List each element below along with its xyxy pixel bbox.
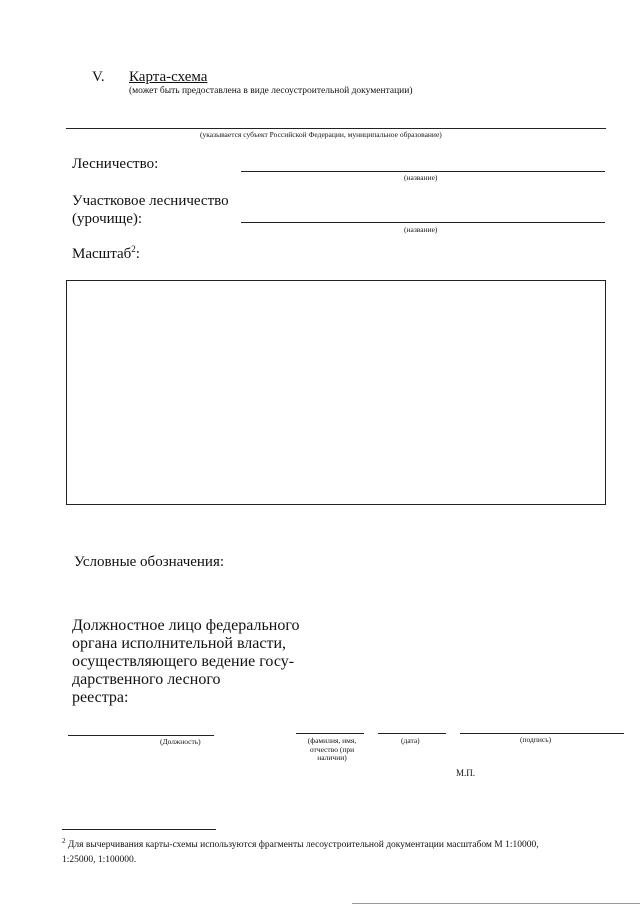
forestry-line bbox=[241, 171, 605, 172]
forestry-label: Лесничество: bbox=[72, 156, 159, 172]
map-box bbox=[66, 280, 606, 505]
scan-edge bbox=[352, 903, 640, 904]
official-line-5: реестра: bbox=[72, 689, 129, 706]
footnote bbox=[62, 834, 614, 868]
district-forestry-label: Участковое лесничество bbox=[72, 193, 229, 209]
legend-label: Условные обозначения: bbox=[74, 554, 225, 570]
district-forestry-label-2: (урочище): bbox=[72, 211, 143, 227]
date-line bbox=[378, 733, 446, 734]
footnote-separator bbox=[62, 829, 216, 830]
section-title: Карта-схема bbox=[129, 69, 208, 85]
section-subtitle: (может быть предоставлена в виде лесоустроительной документации) bbox=[129, 86, 413, 96]
district-forestry-caption: (название) bbox=[404, 225, 438, 234]
name-caption-3: наличии) bbox=[317, 753, 347, 763]
official-line-1: Должностное лицо федерального bbox=[72, 617, 300, 634]
date-caption: (дата) bbox=[401, 736, 420, 745]
signature-line bbox=[460, 733, 624, 734]
scale-label bbox=[72, 244, 140, 263]
section-number: V. bbox=[92, 69, 105, 85]
district-forestry-line bbox=[241, 222, 605, 223]
subject-caption: (указывается субъект Российской Федерации, муниципальное образование) bbox=[200, 130, 442, 139]
footnote-mark: 2 bbox=[62, 837, 66, 845]
scale-footnote-mark: 2 bbox=[131, 244, 136, 254]
official-line-4: дарственного лесного bbox=[72, 671, 221, 688]
position-caption: (Должность) bbox=[160, 737, 201, 746]
stamp-label: М.П. bbox=[456, 768, 476, 778]
name-caption-2: отчество (при bbox=[309, 744, 355, 754]
name-caption-1: (фамилия, имя, bbox=[307, 736, 357, 745]
subject-line bbox=[66, 128, 606, 129]
footnote-line-2: 1:25000, 1:100000. bbox=[62, 855, 137, 866]
official-block bbox=[72, 617, 300, 707]
official-line-2: органа исполнительной власти, bbox=[72, 635, 287, 652]
position-line bbox=[68, 735, 214, 736]
scale-label-text: Масштаб bbox=[72, 246, 132, 262]
scale-colon: : bbox=[135, 246, 140, 262]
official-line-3: осуществляющего ведение госу- bbox=[72, 653, 295, 670]
name-line bbox=[296, 733, 364, 734]
forestry-caption: (название) bbox=[404, 173, 438, 182]
footnote-text-1: Для вычерчивания карты-схемы используются фрагменты лесоустроительной документации масштабом М 1:10000, bbox=[67, 840, 539, 851]
name-caption bbox=[300, 737, 364, 763]
footnote-line-1 bbox=[62, 834, 614, 853]
signature-caption: (подпись) bbox=[520, 735, 552, 744]
